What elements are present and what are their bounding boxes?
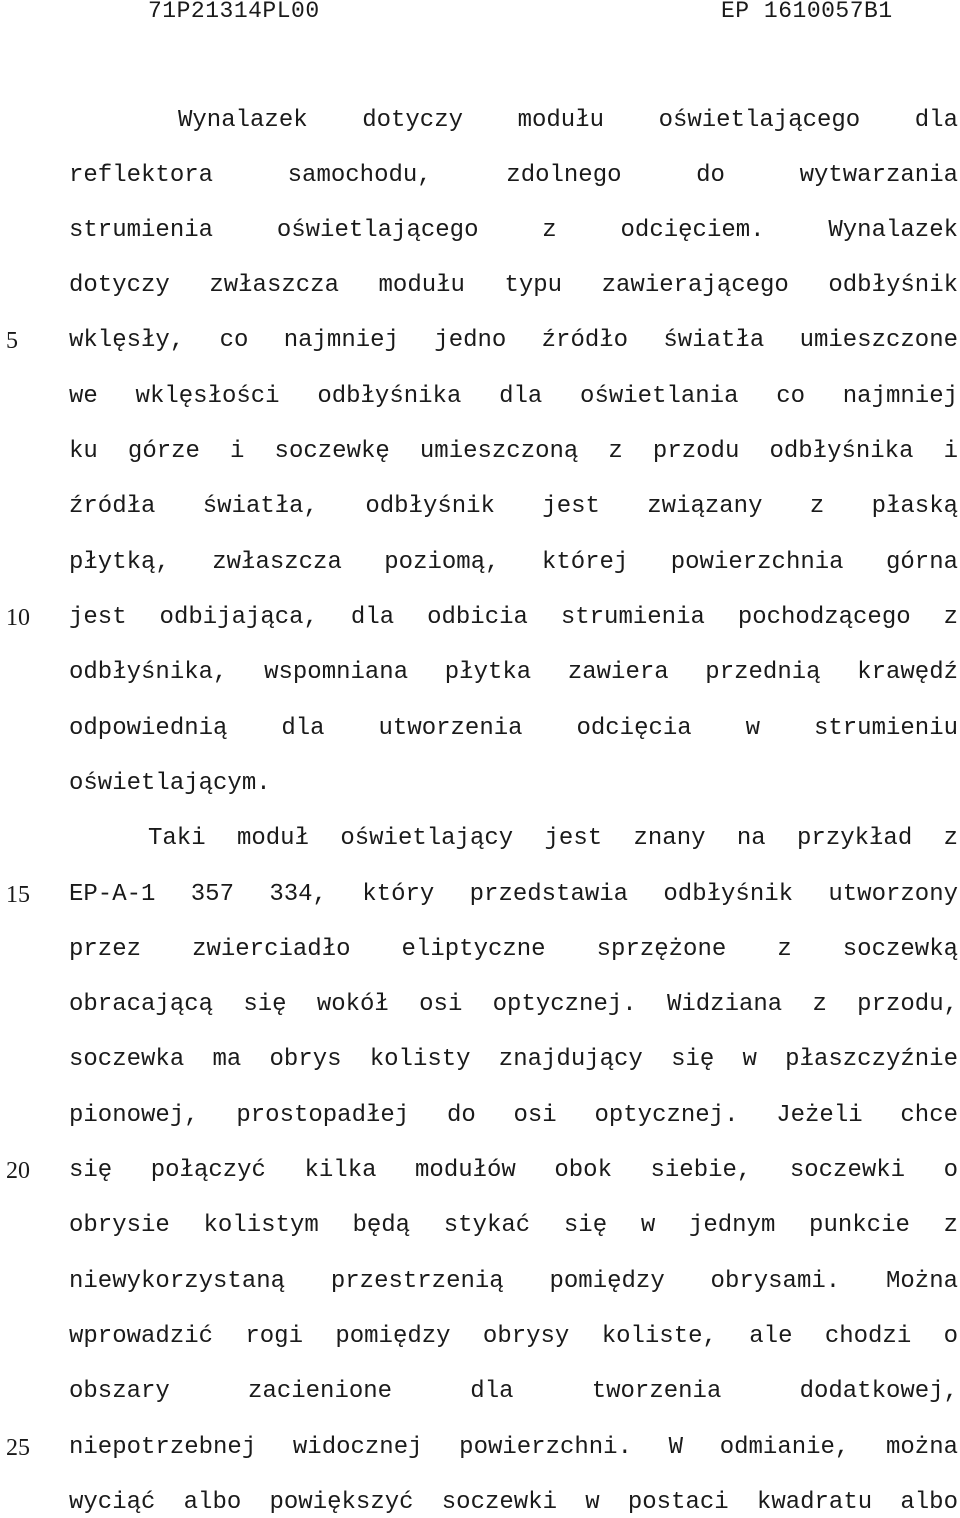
text-line: pionowej, prostopadłej do osi optycznej. Jeżeli chce (69, 1102, 958, 1129)
text-line: wyciąć albo powiększyć soczewki w postaci kwadratu albo (69, 1489, 958, 1516)
text-line: wprowadzić rogi pomiędzy obrysy koliste, ale chodzi o (69, 1323, 958, 1350)
text-line: we wklęsłości odbłyśnika dla oświetlania co najmniej (69, 383, 958, 410)
text-line: reflektora samochodu, zdolnego do wytwarzania (69, 162, 958, 189)
text-line: obracającą się wokół osi optycznej. Widziana z przodu, (69, 991, 958, 1018)
line-number-5: 5 (6, 328, 18, 354)
text-line: niewykorzystaną przestrzenią pomiędzy obrysami. Można (69, 1268, 958, 1295)
text-line: odbłyśnika, wspomniana płytka zawiera przednią krawędź (69, 659, 958, 686)
line-number-25: 25 (6, 1435, 30, 1461)
patent-number: EP 1610057B1 (721, 0, 893, 24)
text-line: niepotrzebnej widocznej powierzchni. W odmianie, można (69, 1434, 958, 1461)
page-header (0, 0, 960, 30)
text-line: strumienia oświetlającego z odcięciem. Wynalazek (69, 217, 958, 244)
text-line: EP-A-1 357 334, który przedstawia odbłyśnik utworzony (69, 881, 958, 908)
text-line: płytką, zwłaszcza poziomą, której powierzchnia górna (69, 549, 958, 576)
line-number-10: 10 (6, 605, 30, 631)
text-line: Wynalazek dotyczy modułu oświetlającego dla (178, 107, 958, 134)
text-line: się połączyć kilka modułów obok siebie, soczewki o (69, 1157, 958, 1184)
text-line: ku górze i soczewkę umieszczoną z przodu odbłyśnika i (69, 438, 958, 465)
text-line: źródła światła, odbłyśnik jest związany z płaską (69, 493, 958, 520)
text-line: odpowiednią dla utworzenia odcięcia w strumieniu (69, 715, 958, 742)
text-line: obszary zacienione dla tworzenia dodatkowej, (69, 1378, 958, 1405)
text-line: jest odbijająca, dla odbicia strumienia pochodzącego z (69, 604, 958, 631)
text-line: dotyczy zwłaszcza modułu typu zawierającego odbłyśnik (69, 272, 958, 299)
doc-code: 71P21314PL00 (148, 0, 320, 24)
text-line: oświetlającym. (69, 770, 271, 797)
text-line: przez zwierciadło eliptyczne sprzężone z soczewką (69, 936, 958, 963)
line-number-15: 15 (6, 882, 30, 908)
text-line: obrysie kolistym będą stykać się w jednym punkcie z (69, 1212, 958, 1239)
text-line: soczewka ma obrys kolisty znajdujący się w płaszczyźnie (69, 1046, 958, 1073)
text-line: Taki moduł oświetlający jest znany na przykład z (148, 825, 958, 852)
line-number-20: 20 (6, 1158, 30, 1184)
text-line: wklęsły, co najmniej jedno źródło światła umieszczone (69, 327, 958, 354)
